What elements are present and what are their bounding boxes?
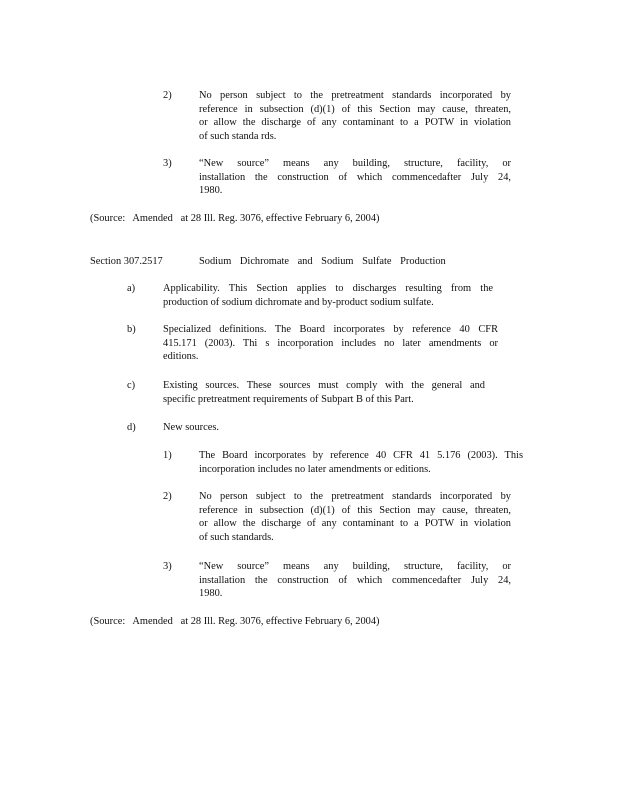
- source-note: (Source: Amended at 28 Ill. Reg. 3076, effective February 6, 2004): [90, 616, 380, 627]
- item-label: 1): [163, 450, 172, 461]
- text-line: 415.171 (2003). Thi s incorporation includes no later amendments or: [163, 337, 498, 349]
- item-text: [199, 89, 511, 143]
- item-label: 3): [163, 561, 172, 572]
- text-line: 1980.: [199, 185, 223, 197]
- subsection-text: New sources.: [163, 422, 219, 433]
- item-text: [199, 490, 511, 544]
- subsection-label: b): [127, 324, 136, 335]
- subsection-label: a): [127, 283, 136, 294]
- subsection-label: c): [127, 380, 136, 391]
- text-line: No person subject to the pretreatment standards incorporated by: [199, 90, 511, 101]
- item-text: [199, 157, 511, 198]
- text-line: The Board incorporates by reference 40 CFR 41 5.176 (2003). This: [199, 450, 523, 461]
- section-title: Sodium Dichromate and Sodium Sulfate Production: [199, 256, 446, 267]
- text-line: of such standards.: [199, 531, 274, 543]
- item-label: 2): [163, 90, 172, 101]
- text-line: specific pretreatment requirements of Subpart B of this Part.: [163, 393, 414, 405]
- item-text: [199, 560, 511, 601]
- subsection-text: [163, 379, 485, 406]
- text-line: installation the construction of which commencedafter July 24,: [199, 574, 511, 586]
- subsection-label: d): [127, 422, 136, 433]
- source-note: (Source: Amended at 28 Ill. Reg. 3076, effective February 6, 2004): [90, 213, 380, 224]
- text-line: Specialized definitions. The Board incorporates by reference 40 CFR: [163, 324, 498, 335]
- text-line: of such standa rds.: [199, 130, 277, 142]
- text-line: Applicability. This Section applies to discharges resulting from the: [163, 283, 493, 294]
- item-label: 3): [163, 158, 172, 169]
- text-line: incorporation includes no later amendments or editions.: [199, 463, 431, 475]
- text-line: production of sodium dichromate and by-product sodium sulfate.: [163, 296, 434, 308]
- text-line: Existing sources. These sources must comply with the general and: [163, 380, 485, 391]
- item-text: [199, 449, 523, 476]
- text-line: No person subject to the pretreatment standards incorporated by: [199, 491, 511, 502]
- text-line: or allow the discharge of any contaminant to a POTW in violation: [199, 117, 511, 129]
- text-line: reference in subsection (d)(1) of this Section may cause, threaten,: [199, 504, 511, 516]
- text-line: reference in subsection (d)(1) of this Section may cause, threaten,: [199, 103, 511, 115]
- subsection-text: [163, 323, 498, 364]
- item-label: 2): [163, 491, 172, 502]
- text-line: “New source” means any building, structure, facility, or: [199, 561, 511, 572]
- section-number: Section 307.2517: [90, 256, 163, 267]
- text-line: installation the construction of which commencedafter July 24,: [199, 171, 511, 183]
- text-line: or allow the discharge of any contaminant to a POTW in violation: [199, 518, 511, 530]
- text-line: “New source” means any building, structure, facility, or: [199, 158, 511, 169]
- text-line: 1980.: [199, 588, 223, 600]
- subsection-text: [163, 282, 493, 309]
- text-line: editions.: [163, 351, 199, 363]
